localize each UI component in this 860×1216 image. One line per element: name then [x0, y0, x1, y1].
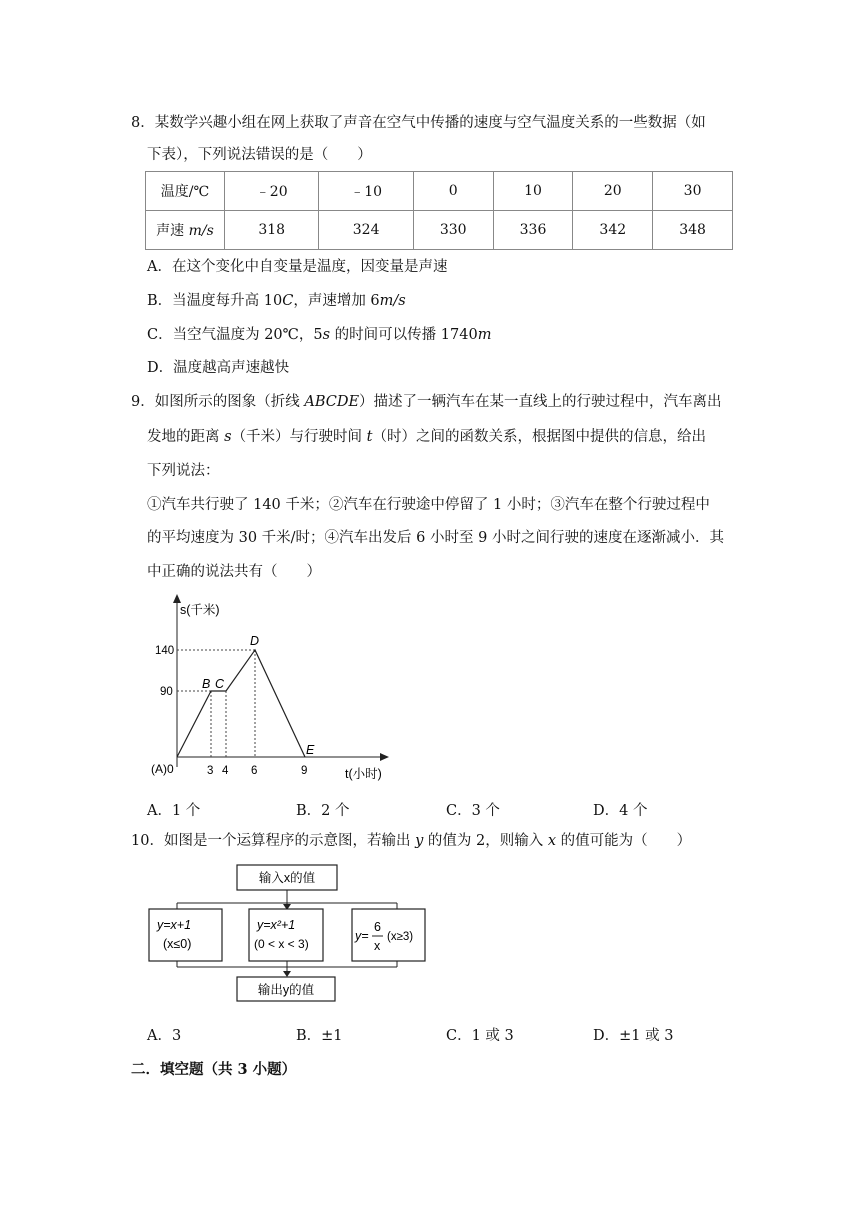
branch-box-2-condition: (0 < x < 3) — [254, 937, 309, 951]
q9-stem-line1: 9．如图所示的图象（折线 ABCDE）描述了一辆汽车在某一直线上的行驶过程中，汽车离出 — [131, 394, 722, 410]
table-cell: 336 — [493, 211, 573, 250]
arrow-down-icon — [283, 971, 291, 977]
x-tick-4: 4 — [222, 765, 229, 777]
branch-box-3-formula: y= — [355, 929, 369, 943]
q9-stem-line4: ①汽车共行驶了 140 千米；②汽车在行驶途中停留了 1 小时；③汽车在整个行驶过程中 — [147, 497, 710, 513]
graph-polyline-abcde — [177, 650, 305, 757]
q8-data-table — [145, 171, 733, 250]
table-row — [146, 172, 733, 211]
q9-option-b: B．2 个 — [296, 803, 350, 819]
q8-stem-line2: 下表），下列说法错误的是（ ） — [147, 147, 372, 163]
point-label-e: E — [306, 743, 315, 757]
q10-option-a: A．3 — [147, 1028, 182, 1044]
table-cell: 10 — [493, 172, 573, 211]
branch-box-3-condition: (x≥3) — [387, 931, 414, 943]
point-label-b: B — [202, 677, 211, 691]
q8-option-a: A．在这个变化中自变量是温度，因变量是声速 — [147, 259, 448, 275]
x-tick-9: 9 — [301, 765, 308, 777]
table-row — [146, 211, 733, 250]
section-heading: 二．填空题（共 3 小题） — [131, 1061, 297, 1078]
y-axis-label: s(千米) — [180, 603, 220, 617]
branch-box-2-formula: y=x²+1 — [257, 918, 296, 932]
branch-box-3-denominator: x — [374, 939, 381, 953]
table-cell: 318 — [225, 211, 319, 250]
q9-stem-line5: 的平均速度为 30 千米/时；④汽车出发后 6 小时至 9 小时之间行驶的速度在逐渐减小．其 — [147, 530, 724, 546]
table-cell: ﹣10 — [319, 172, 413, 211]
q8-stem-line1: 8．某数学兴趣小组在网上获取了声音在空气中传播的速度与空气温度关系的一些数据（如 — [131, 115, 706, 131]
table-cell: 330 — [413, 211, 493, 250]
q8-option-d: D．温度越高声速越快 — [147, 360, 290, 376]
table-cell: 348 — [653, 211, 733, 250]
origin-label: (A)0 — [151, 762, 174, 776]
q8-option-b: B．当温度每升高 10C，声速增加 6m/s — [147, 293, 406, 309]
output-box-label: 输出y的值 — [257, 983, 315, 997]
q8-option-c: C．当空气温度为 20℃，5s 的时间可以传播 1740m — [147, 327, 492, 343]
branch-box-1-condition: (x≤0) — [163, 937, 192, 951]
q9-distance-time-graph — [145, 592, 405, 787]
q9-stem-line2: 发地的距离 s（千米）与行驶时间 t（时）之间的函数关系，根据图中提供的信息，给出 — [147, 429, 706, 445]
point-label-c: C — [215, 677, 225, 691]
y-tick-90: 90 — [160, 686, 173, 698]
y-tick-140: 140 — [155, 645, 175, 657]
q10-option-b: B．±1 — [296, 1028, 343, 1044]
x-tick-6: 6 — [251, 765, 258, 777]
branch-box-2 — [249, 909, 323, 961]
q9-stem-line3: 下列说法： — [147, 463, 220, 479]
table-cell: 324 — [319, 211, 413, 250]
q10-option-c: C．1 或 3 — [446, 1028, 514, 1044]
branch-box-3-numerator: 6 — [374, 920, 381, 934]
table-header-temperature: 温度/℃ — [146, 172, 225, 211]
table-cell: 20 — [573, 172, 653, 211]
q9-option-d: D．4 个 — [593, 803, 648, 819]
table-cell: 342 — [573, 211, 653, 250]
q9-option-c: C．3 个 — [446, 803, 500, 819]
q10-option-d: D．±1 或 3 — [593, 1028, 674, 1044]
y-axis-arrow-icon — [173, 594, 181, 603]
branch-box-1 — [149, 909, 222, 961]
x-axis-label: t(小时) — [345, 767, 382, 781]
table-cell: ﹣20 — [225, 172, 319, 211]
x-tick-3: 3 — [207, 765, 214, 777]
branch-box-1-formula: y=x+1 — [157, 918, 192, 932]
input-box-label: 输入x的值 — [258, 871, 316, 885]
x-axis-arrow-icon — [380, 753, 389, 761]
q9-stem-line6: 中正确的说法共有（ ） — [147, 564, 321, 580]
table-header-speed: 声速 m/s — [146, 211, 225, 250]
table-cell: 0 — [413, 172, 493, 211]
q10-stem: 10．如图是一个运算程序的示意图，若输出 y 的值为 2，则输入 x 的值可能为（ ） — [131, 833, 692, 849]
point-label-d: D — [250, 634, 260, 648]
q9-option-a: A．1 个 — [147, 803, 201, 819]
table-cell: 30 — [653, 172, 733, 211]
q10-flow-diagram — [145, 862, 435, 1004]
